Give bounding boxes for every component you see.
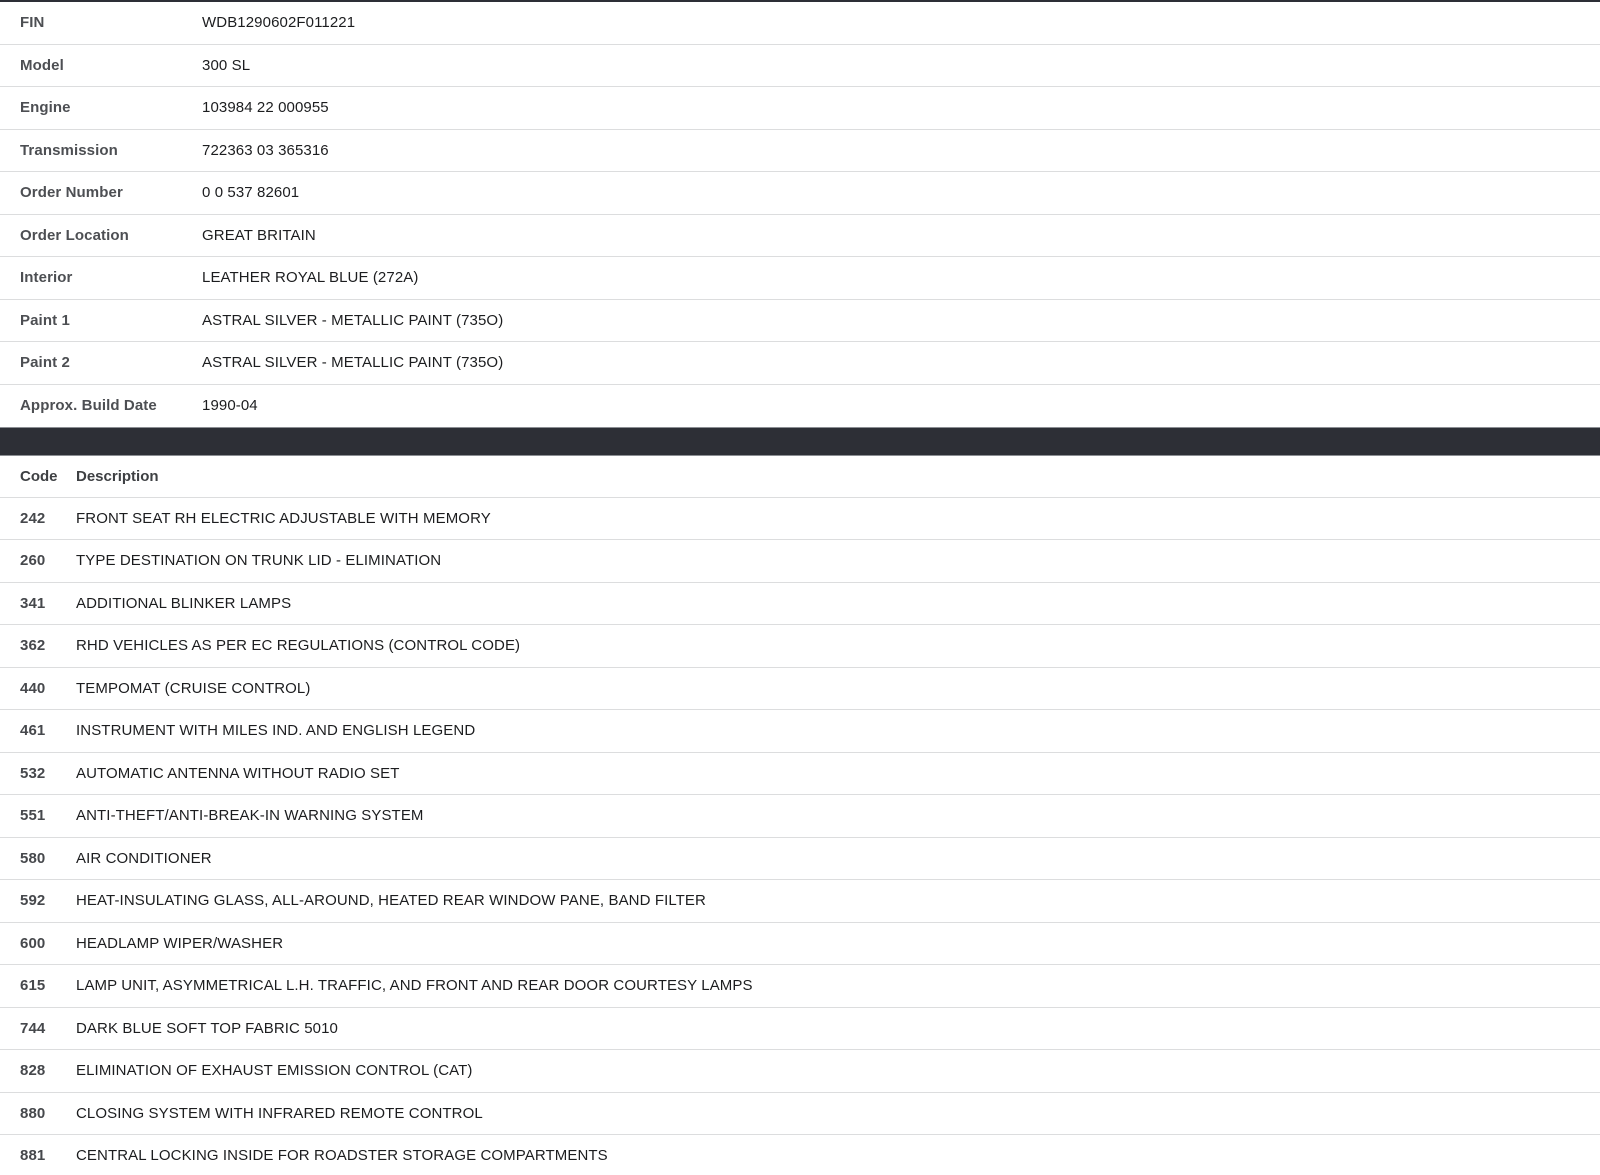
table-row	[0, 1050, 1600, 1093]
table-row	[0, 753, 1600, 796]
table-row	[0, 540, 1600, 583]
vehicle-info-section	[0, 2, 1600, 427]
section-divider-bar	[0, 427, 1600, 456]
table-row	[0, 838, 1600, 881]
info-value: 722363 03 365316	[202, 141, 329, 159]
option-code: 880	[20, 1104, 46, 1122]
info-label: Paint 1	[20, 311, 70, 329]
option-code: 341	[20, 594, 46, 612]
info-row-model	[0, 45, 1600, 88]
info-row-order-location	[0, 215, 1600, 258]
table-row	[0, 668, 1600, 711]
option-code: 600	[20, 934, 46, 952]
info-row-build-date	[0, 385, 1600, 428]
option-code: 592	[20, 892, 46, 910]
option-code: 615	[20, 977, 46, 995]
table-row	[0, 1093, 1600, 1136]
description-column-header: Description	[76, 467, 159, 485]
info-label: Order Location	[20, 226, 129, 244]
option-description: TEMPOMAT (CRUISE CONTROL)	[76, 679, 311, 697]
option-description: AIR CONDITIONER	[76, 849, 212, 867]
info-row-interior	[0, 257, 1600, 300]
option-code: 362	[20, 637, 46, 655]
option-description: ADDITIONAL BLINKER LAMPS	[76, 594, 292, 612]
option-description: LAMP UNIT, ASYMMETRICAL L.H. TRAFFIC, AND FRONT AND REAR DOOR COURTESY LAMPS	[76, 977, 753, 995]
info-row-transmission	[0, 130, 1600, 173]
table-row	[0, 965, 1600, 1008]
table-row	[0, 625, 1600, 668]
info-value: 103984 22 000955	[202, 99, 329, 117]
table-row	[0, 923, 1600, 966]
info-value: GREAT BRITAIN	[202, 226, 316, 244]
table-row	[0, 1008, 1600, 1051]
info-row-engine	[0, 87, 1600, 130]
info-row-paint-1	[0, 300, 1600, 343]
option-description: INSTRUMENT WITH MILES IND. AND ENGLISH LEGEND	[76, 722, 476, 740]
info-value: LEATHER ROYAL BLUE (272A)	[202, 269, 419, 287]
option-code: 532	[20, 764, 46, 782]
option-description: ANTI-THEFT/ANTI-BREAK-IN WARNING SYSTEM	[76, 807, 424, 825]
option-description: CLOSING SYSTEM WITH INFRARED REMOTE CONTROL	[76, 1104, 483, 1122]
info-value: WDB1290602F011221	[202, 14, 356, 32]
info-label: Model	[20, 56, 64, 74]
option-code: 260	[20, 552, 46, 570]
option-code: 744	[20, 1019, 46, 1037]
option-description: FRONT SEAT RH ELECTRIC ADJUSTABLE WITH MEMORY	[76, 509, 491, 527]
table-row	[0, 498, 1600, 541]
option-codes-table	[0, 456, 1600, 1175]
option-description: HEADLAMP WIPER/WASHER	[76, 934, 284, 952]
option-description: ELIMINATION OF EXHAUST EMISSION CONTROL (CAT)	[76, 1062, 473, 1080]
info-value: ASTRAL SILVER - METALLIC PAINT (735O)	[202, 311, 504, 329]
option-code: 580	[20, 849, 46, 867]
info-row-paint-2	[0, 342, 1600, 385]
info-label: FIN	[20, 14, 45, 32]
info-label: Interior	[20, 269, 73, 287]
info-row-fin	[0, 2, 1600, 45]
option-description: AUTOMATIC ANTENNA WITHOUT RADIO SET	[76, 764, 400, 782]
option-code: 242	[20, 509, 46, 527]
table-row	[0, 1135, 1600, 1175]
table-row	[0, 880, 1600, 923]
option-description: DARK BLUE SOFT TOP FABRIC 5010	[76, 1019, 338, 1037]
option-description: CENTRAL LOCKING INSIDE FOR ROADSTER STORAGE COMPARTMENTS	[76, 1147, 608, 1165]
info-label: Transmission	[20, 141, 118, 159]
info-value: ASTRAL SILVER - METALLIC PAINT (735O)	[202, 354, 504, 372]
info-label: Paint 2	[20, 354, 70, 372]
option-code: 440	[20, 679, 46, 697]
option-code: 551	[20, 807, 46, 825]
option-code: 461	[20, 722, 46, 740]
info-label: Order Number	[20, 184, 123, 202]
table-row	[0, 710, 1600, 753]
info-label: Approx. Build Date	[20, 397, 157, 415]
info-row-order-number	[0, 172, 1600, 215]
option-description: TYPE DESTINATION ON TRUNK LID - ELIMINATION	[76, 552, 442, 570]
option-description: HEAT-INSULATING GLASS, ALL-AROUND, HEATED REAR WINDOW PANE, BAND FILTER	[76, 892, 706, 910]
option-description: RHD VEHICLES AS PER EC REGULATIONS (CONTROL CODE)	[76, 637, 521, 655]
info-value: 1990-04	[202, 397, 258, 415]
code-column-header: Code	[20, 467, 58, 485]
table-row	[0, 795, 1600, 838]
info-value: 0 0 537 82601	[202, 184, 300, 202]
info-value: 300 SL	[202, 56, 251, 74]
option-code: 828	[20, 1062, 46, 1080]
table-header-row	[0, 456, 1600, 498]
option-code: 881	[20, 1147, 46, 1165]
table-row	[0, 583, 1600, 626]
info-label: Engine	[20, 99, 71, 117]
